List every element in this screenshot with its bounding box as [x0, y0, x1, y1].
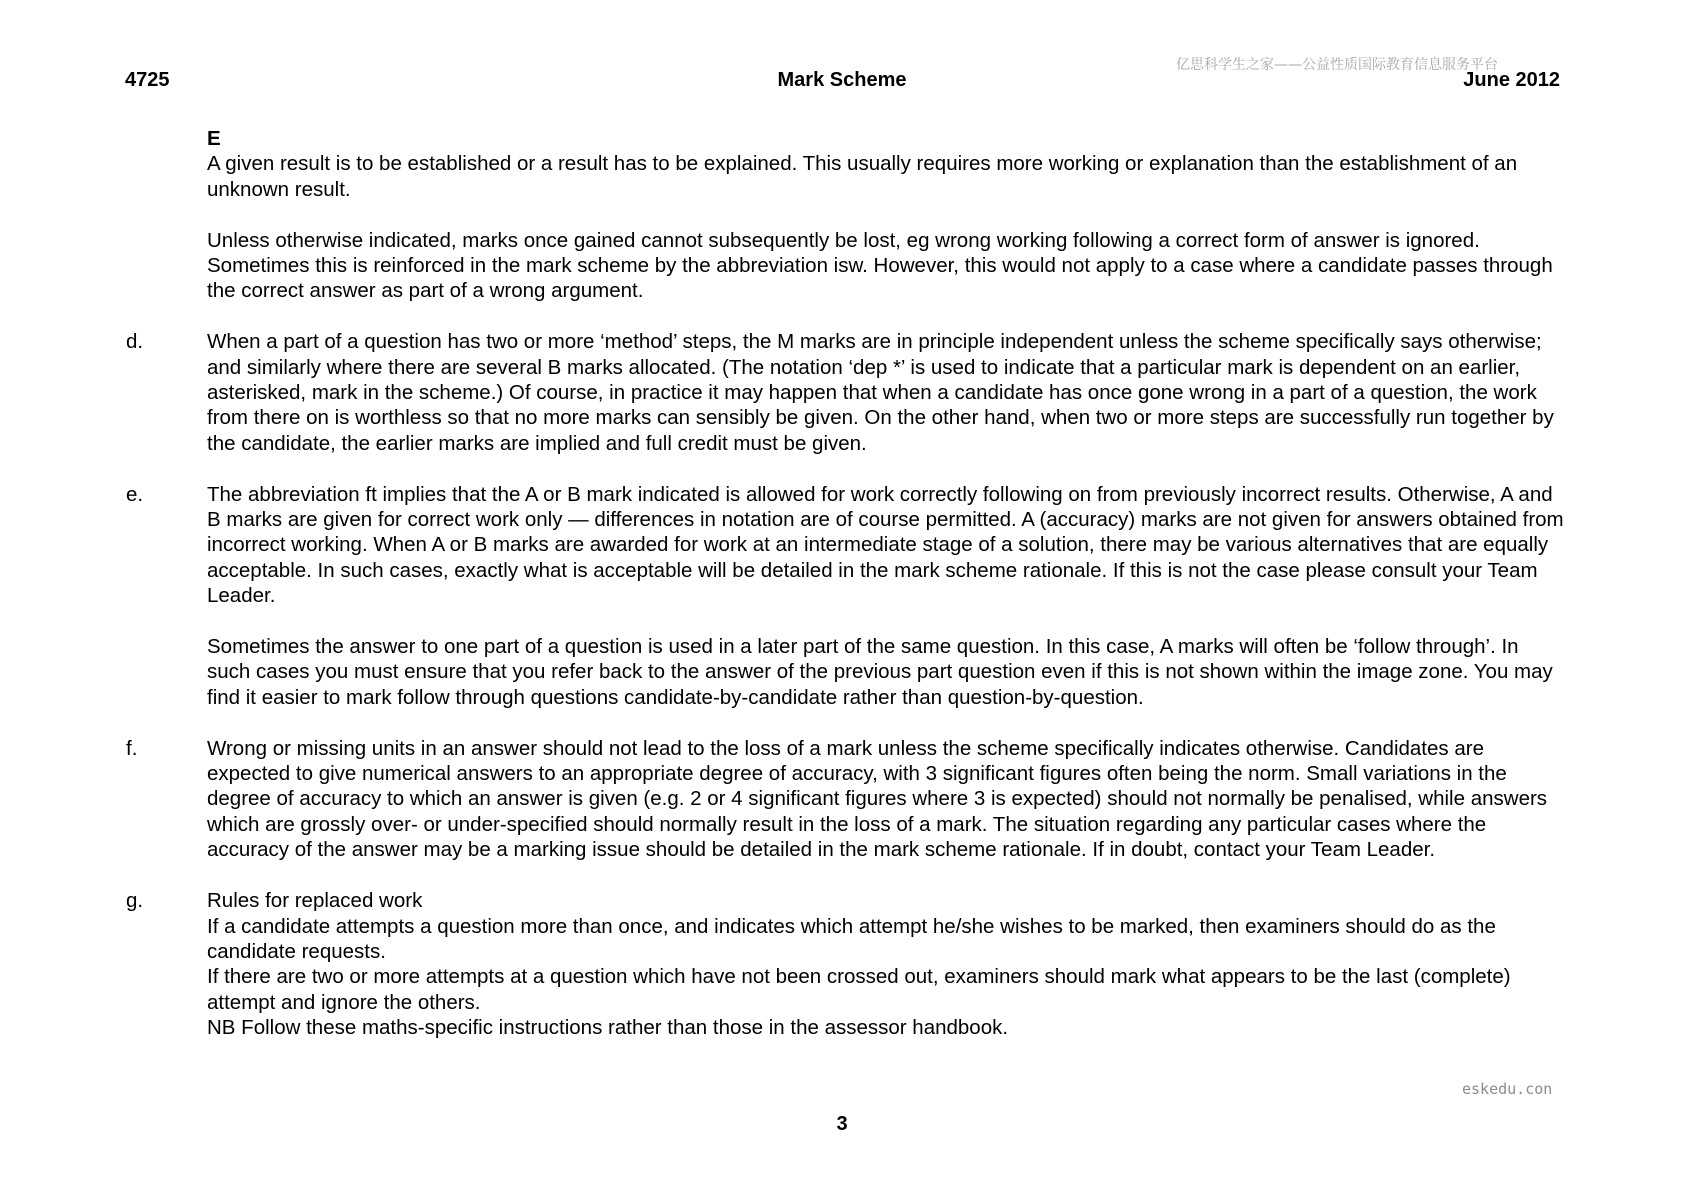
item-label: f.	[126, 736, 138, 760]
section-e-paragraph: Unless otherwise indicated, marks once gained cannot subsequently be lost, eg wrong working following a correct form of answer is ignored. Sometimes this is reinforced in the mark scheme by the abbreviation isw. However, this would not apply to a case where a candidate passes through the correct answer as part of a wrong argument.	[207, 228, 1553, 303]
item-line: NB Follow these maths-specific instructions rather than those in the assessor handbook.	[207, 1016, 1009, 1040]
item-paragraph: Wrong or missing units in an answer should not lead to the loss of a mark unless the scheme specifically indicates otherwise. Candidates are expected to give numerical answers to an appropriate degree of accuracy, with 3 significant figures often being the norm. Small variations in the degree of accuracy to which an answer is given (e.g. 2 or 4 significant figures where 3 is expected) should not normally be penalised, while answers which are grossly over- or under-specified should normally result in the loss of a mark. The situation regarding any particular cases where the accuracy of the answer may be a marking issue should be detailed in the mark scheme rationale. If in doubt, contact your Team Leader.	[207, 736, 1548, 862]
item-line: Rules for replaced work	[207, 889, 423, 913]
list-item-e	[126, 482, 1566, 711]
document-date: June 2012	[1463, 69, 1560, 91]
watermark-header: 亿思科学生之家——公益性质国际教育信息服务平台	[1176, 57, 1498, 73]
item-paragraph: The abbreviation ft implies that the A or B mark indicated is allowed for work correctly following on from previously incorrect results. Otherwise, A and B marks are given for correct work only — differences in notation are of course permitted. A (accuracy) marks are not given for answers obtained from incorrect working. When A or B marks are awarded for work at an intermediate stage of a solution, there may be various alternatives that are equally acceptable. In such cases, exactly what is acceptable will be detailed in the mark scheme rationale. If this is not the case please consult your Team Leader.	[207, 482, 1564, 608]
item-body	[207, 482, 1565, 711]
watermark-footer: eskedu.con	[1462, 1080, 1553, 1098]
page-number: 3	[836, 1113, 848, 1135]
list-item-f	[126, 736, 1566, 863]
section-e-heading: E	[207, 127, 221, 150]
item-line: If a candidate attempts a question more than once, and indicates which attempt he/she wishes to be marked, then examiners should do as the candidate requests.	[207, 914, 1496, 963]
item-label: g.	[126, 889, 144, 913]
item-label: d.	[126, 330, 144, 354]
item-body	[207, 329, 1565, 456]
item-line: If there are two or more attempts at a question which have not been crossed out, examiners should mark what appears to be the last (complete) attempt and ignore the others.	[207, 965, 1511, 1014]
section-e-paragraph: A given result is to be established or a result has to be explained. This usually requires more working or explanation than the establishment of an unknown result.	[207, 152, 1518, 201]
item-paragraph: Sometimes the answer to one part of a question is used in a later part of the same question. In this case, A marks will often be ‘follow through’. In such cases you must ensure that you refer back to the answer of the previous part question even if this is not shown within the image zone. You may find it easier to mark follow through questions candidate-by-candidate rather than question-by-question.	[207, 635, 1553, 709]
page-title: Mark Scheme	[777, 69, 907, 91]
document-body	[126, 126, 1566, 1066]
item-body	[207, 736, 1565, 863]
list-item-g	[126, 888, 1566, 1040]
item-body	[207, 888, 1565, 1040]
document-code: 4725	[125, 69, 170, 91]
list-item-d	[126, 329, 1566, 456]
item-paragraph: When a part of a question has two or more ‘method’ steps, the M marks are in principle independent unless the scheme specifically says otherwise; and similarly where there are several B marks allocated. (The notation ‘dep *’ is used to indicate that a particular mark is dependent on an earlier, asterisked, mark in the scheme.) Of course, in practice it may happen that when a candidate has once gone wrong in a part of a question, the work from there on is worthless so that no more marks can sensibly be given. On the other hand, when two or more steps are successfully run together by the candidate, the earlier marks are implied and full credit must be given.	[207, 330, 1554, 455]
item-label: e.	[126, 482, 144, 506]
